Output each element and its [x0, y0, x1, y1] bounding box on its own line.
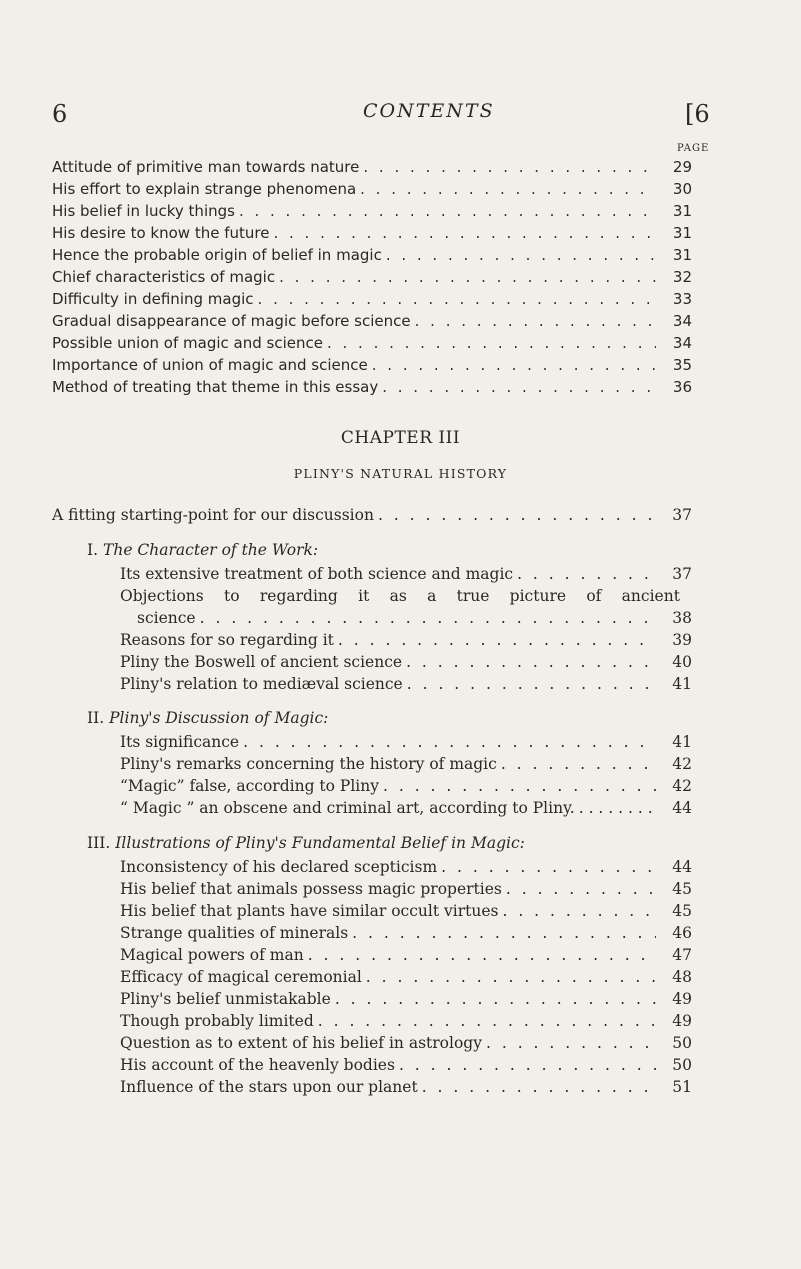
toc-entry: Pliny's belief unmistakable . . . 49 [120, 990, 692, 1008]
running-title: CONTENTS [363, 100, 495, 122]
part-heading: III. Illustrations of Pliny's Fundamental Belief in Magic: [87, 834, 525, 852]
toc-entry: Difficulty in defining magic . . . 33 [52, 290, 692, 308]
toc-entry: Though probably limited . . . 49 [120, 1012, 692, 1030]
toc-entry: Chief characteristics of magic . . . 32 [52, 268, 692, 286]
toc-entry: His desire to know the future . . . 31 [52, 224, 692, 242]
toc-entry: His account of the heavenly bodies . . . 50 [120, 1056, 692, 1074]
toc-entry: Gradual disappearance of magic before science . . . 34 [52, 312, 692, 330]
toc-entry: Method of treating that theme in this essay . . . 36 [52, 378, 692, 396]
toc-entry: Pliny the Boswell of ancient science . . . 40 [120, 653, 692, 671]
toc-entry: A fitting starting-point for our discussion . . . 37 [52, 506, 692, 524]
toc-entry: Pliny's relation to mediæval science . . . 41 [120, 675, 692, 693]
toc-entry: “ Magic ” an obscene and criminal art, according to Pliny. . . . 44 [120, 799, 692, 817]
page-column-label: PAGE [677, 143, 710, 154]
toc-entry: Importance of union of magic and science . . . 35 [52, 356, 692, 374]
toc-entry: Strange qualities of minerals . . . 46 [120, 924, 692, 942]
chapter-heading: CHAPTER III [340, 428, 461, 448]
toc-entry: His belief that plants have similar occult virtues . . . 45 [120, 902, 692, 920]
toc-entry: His belief that animals possess magic properties . . . 45 [120, 880, 692, 898]
toc-entry: Attitude of primitive man towards nature . . . 29 [52, 158, 692, 176]
part-heading: I. The Character of the Work: [87, 541, 319, 559]
toc-entry: Influence of the stars upon our planet . . . 51 [120, 1078, 692, 1096]
toc-entry: Possible union of magic and science . . . 34 [52, 334, 692, 352]
toc-entry: Magical powers of man . . . 47 [120, 946, 692, 964]
toc-entry: Reasons for so regarding it . . . 39 [120, 631, 692, 649]
toc-entry: Pliny's remarks concerning the history of magic . . . 42 [120, 755, 692, 773]
toc-entry: “Magic” false, according to Pliny . . . 42 [120, 777, 692, 795]
toc-entry: His effort to explain strange phenomena . . . 30 [52, 180, 692, 198]
page-number: 6 [52, 100, 68, 128]
toc-entry: Its extensive treatment of both science and magic . . . 37 [120, 565, 692, 583]
toc-entry: Inconsistency of his declared scepticism . . . 44 [120, 858, 692, 876]
toc-entry-wrapped: Objections to regarding it as a true picture of ancient [120, 587, 680, 605]
toc-entry: Question as to extent of his belief in astrology . . . 50 [120, 1034, 692, 1052]
chapter-subheading: PLINY'S NATURAL HISTORY [293, 466, 508, 481]
toc-entry: Efficacy of magical ceremonial . . . 48 [120, 968, 692, 986]
toc-entry: Its significance . . . 41 [120, 733, 692, 751]
toc-entry: His belief in lucky things . . . 31 [52, 202, 692, 220]
part-heading: II. Pliny's Discussion of Magic: [87, 709, 329, 727]
running-head-right: [6 [685, 100, 710, 128]
toc-entry: science . . . 38 [137, 609, 692, 627]
toc-entry: Hence the probable origin of belief in magic . . . 31 [52, 246, 692, 264]
